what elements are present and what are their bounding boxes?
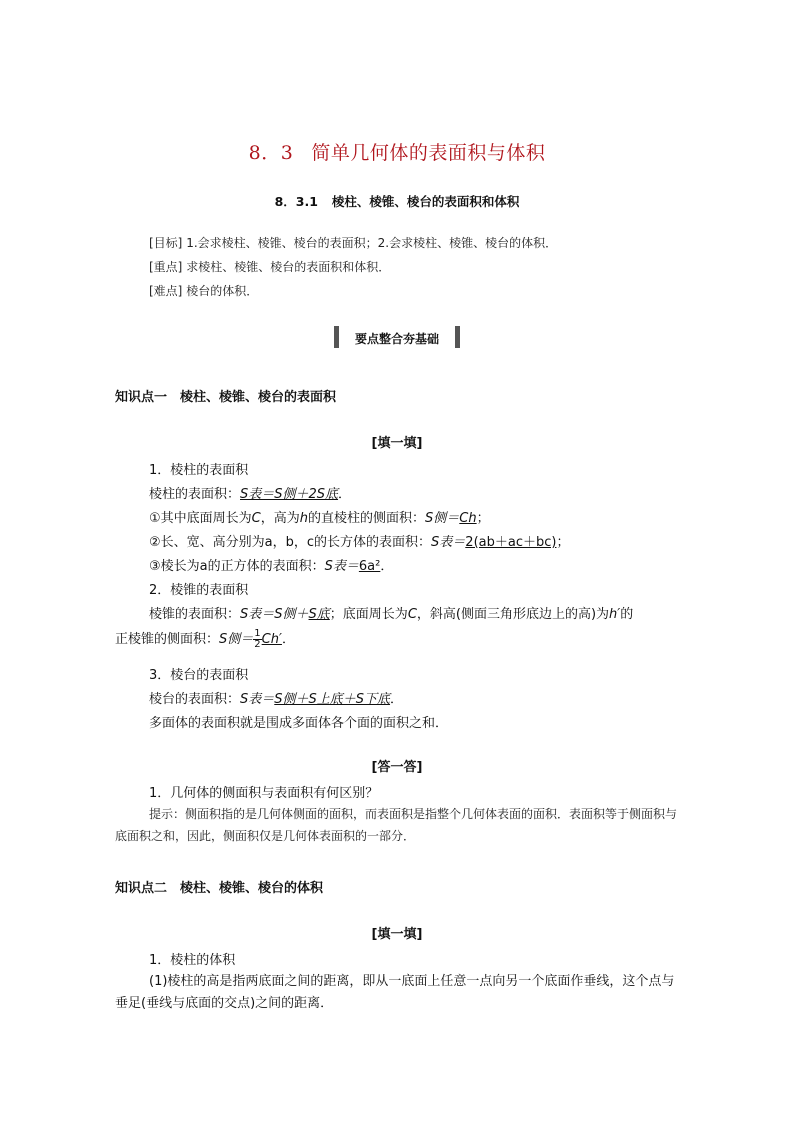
kp1-line8: 多面体的表面积就是围成多面体各个面的面积之和．: [149, 716, 449, 731]
kp1-l2-post: 的直棱柱的侧面积：: [308, 511, 426, 526]
kp1-l6-rhs: Ch′: [261, 632, 282, 647]
kp1-l5-lhs: S表＝S侧＋: [240, 607, 309, 622]
kp1-line6: [115, 628, 295, 650]
kp1-l4-end: ．: [380, 559, 394, 574]
title-number: 8．3: [248, 142, 294, 164]
kp1-l4-lhs: S表＝: [324, 559, 359, 574]
kp1-l5-post: ；底面周长为: [329, 607, 408, 622]
kp1-l5-post3: 的: [620, 607, 634, 622]
kp2-p1: (1)棱柱的高是指两底面之间的距离，即从一底面上任意一点向另一个底面作垂线，这个点与垂足(垂线与底面的交点)之间的距离．: [115, 974, 675, 1011]
kp1-l1-formula: S表＝S侧＋2S底: [240, 487, 339, 502]
kp1-line3: [149, 531, 569, 550]
kp1-qa-label: [答一答]: [371, 760, 423, 775]
kp1-l2-end: ；: [476, 511, 490, 526]
banner-right-bar: [455, 326, 460, 348]
goal-hard-label: [难点]: [149, 284, 183, 298]
kp1-l7-rhs: S侧＋S上底＋S下底: [274, 692, 391, 707]
kp1-hint: 提示：侧面积指的是几何体侧面的面积，而表面积是指整个几何体表面的面积．表面积等于侧面积与底面积之和，因此，侧面积仅是几何体表面积的一部分．: [115, 807, 678, 843]
kp1-l1-pre: 棱柱的表面积：: [149, 487, 241, 502]
kp1-heading: 知识点一 棱柱、棱锥、棱台的表面积: [115, 390, 337, 405]
kp1-l6-den: 2: [254, 639, 261, 650]
kp1-l7-pre: 棱台的表面积：: [149, 692, 241, 707]
kp1-l5-c: C: [407, 607, 417, 622]
kp1-line1: 棱柱的表面积：S表＝S侧＋2S底．: [149, 487, 352, 502]
kp1-l2-h: h: [299, 511, 308, 526]
kp1-l2-c: C: [251, 511, 261, 526]
kp1-line2: [149, 507, 490, 526]
kp1-l2-mid: ，高为: [260, 511, 300, 526]
goal-hard: [149, 282, 258, 299]
kp1-l4-pre: ③棱长为a的正方体的表面积：: [149, 559, 325, 574]
title-text: 简单几何体的表面积与体积: [311, 142, 546, 164]
kp1-h3: 3．棱台的表面积: [149, 668, 249, 683]
subtitle-number: 8．3.1: [274, 194, 318, 209]
kp1-h1: 1．棱柱的表面积: [149, 463, 249, 478]
banner-text: 要点整合夯基础: [354, 332, 439, 346]
kp1-l6-end: ．: [281, 632, 295, 647]
kp1-l3-lhs: S表＝: [431, 535, 466, 550]
kp1-h2: 2．棱锥的表面积: [149, 583, 249, 598]
kp1-fill-label: [填一填]: [371, 436, 423, 451]
subtitle-text: 棱柱、棱锥、棱台的表面积和体积: [331, 194, 520, 209]
kp1-l6-fraction: [253, 629, 261, 650]
section-subtitle: [0, 192, 794, 210]
kp1-l5-pre: 棱锥的表面积：: [149, 607, 241, 622]
goal-target-label: [目标]: [149, 236, 183, 250]
kp1-l4-rhs: 6a²: [358, 559, 381, 574]
kp2-h1: 1．棱柱的体积: [149, 953, 236, 968]
kp1-l3-rhs: 2(ab＋ac＋bc): [465, 535, 557, 550]
kp1-question: 1．几何体的侧面积与表面积有何区别？: [149, 786, 379, 801]
kp1-l7-lhs: S表＝: [240, 692, 275, 707]
kp1-l2-lhs: S侧＝: [425, 511, 460, 526]
kp1-l5-h: h′: [609, 607, 621, 622]
goal-key-label: [重点]: [149, 260, 183, 274]
kp1-l6-pre: 正棱锥的侧面积：: [115, 632, 220, 647]
kp2-fill-label: [填一填]: [371, 927, 423, 942]
kp1-line5: [149, 603, 633, 622]
kp1-l2-rhs: Ch: [459, 511, 477, 526]
section-banner: [334, 326, 460, 348]
page-title: [0, 138, 794, 165]
goal-key-text: 求棱柱、棱锥、棱台的表面积和体积．: [186, 260, 391, 274]
kp1-l3-pre: ②长、宽、高分别为a，b，c的长方体的表面积：: [149, 535, 432, 550]
goal-target-text: 1.会求棱柱、棱锥、棱台的表面积；2.会求棱柱、棱锥、棱台的体积．: [186, 236, 558, 250]
goal-target: [149, 234, 557, 251]
kp1-l5-rhs: S底: [308, 607, 330, 622]
goal-key: [149, 258, 390, 275]
kp1-l5-post2: ，斜高(侧面三角形底边上的高)为: [416, 607, 610, 622]
kp1-line7: [149, 688, 403, 707]
goal-hard-text: 棱台的体积．: [186, 284, 259, 298]
kp1-l2-pre: ①其中底面周长为: [149, 511, 252, 526]
kp1-l3-end: ；: [556, 535, 570, 550]
kp1-line4: [149, 555, 393, 574]
kp2-heading: 知识点二 棱柱、棱锥、棱台的体积: [115, 881, 324, 896]
kp1-l6-num: 1: [254, 628, 261, 639]
kp1-l6-lhs: S侧＝: [219, 632, 254, 647]
kp1-l7-end: ．: [390, 692, 404, 707]
